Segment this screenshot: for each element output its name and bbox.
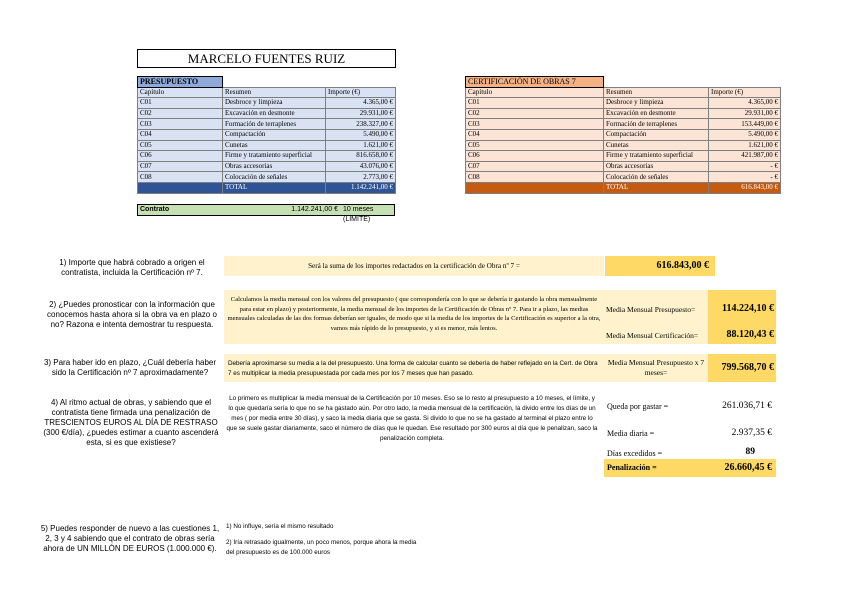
- question-5: 5) Puedes responder de nuevo a las cuestiones 1, 2, 3 y 4 sabiendo que el contrato de obras sería ahora de UN MILLÓN DE EUROS (1.000.000 €).: [40, 524, 220, 553]
- answer-1-value: 616.843,00 €: [605, 256, 715, 276]
- col-header-amount: Importe (€): [326, 87, 396, 98]
- chapter-cell: C01: [466, 98, 604, 109]
- budget-table-title: PRESUPUESTO: [138, 77, 223, 88]
- chapter-cell: C02: [138, 108, 223, 119]
- summary-cell: Cunetas: [223, 140, 326, 151]
- certification-table: [465, 76, 781, 194]
- col-header-amount: Importe (€): [709, 87, 781, 98]
- remaining-label: Queda por gastar =: [607, 402, 669, 411]
- question-1: 1) Importe que habrá cobrado a origen el contratista, incluida la Certificación nº 7.: [59, 258, 205, 277]
- amount-cell: 29.931,00 €: [326, 108, 396, 119]
- penalty-row: [604, 459, 776, 477]
- table-row: [138, 161, 396, 172]
- answer-3: Debería aproximarse su media a la del presupuesto. Una forma de calcular cuanto se debería de haber reflejado en la Cert. de Obra 7 es multiplicar la media presupuestada por cada mes por los 7 meses que han pasado.: [224, 354, 604, 382]
- amount-cell: 238.327,00 €: [326, 119, 396, 130]
- monthly-certification-value: 88.120,43 €: [726, 329, 774, 340]
- summary-cell: Compactación: [223, 129, 326, 140]
- chapter-cell: C08: [138, 172, 223, 183]
- summary-cell: Desbroce y limpieza: [223, 98, 326, 109]
- table-row: [466, 119, 781, 130]
- table-row: [138, 108, 396, 119]
- summary-cell: Cunetas: [604, 140, 709, 151]
- answer-2: Calculamos la media mensual con los valores del presupuesto ( que correspondería con lo que se debería ir gastando la obra mensualmente para estar en plazo) y posteriormente, la media mensual de los importes de la Certificación de Obras nº 7. Para ir a plazo, las medias mensuales calculadas de las dos formas deberían ser iguales, de modo que si la media de los importes de la Certificación es superior a la otra, vamos más rápido de lo presupuesto, y si es menor, más lentos.: [224, 290, 604, 344]
- table-row: [138, 98, 396, 109]
- summary-cell: Firme y tratamiento superficial: [604, 151, 709, 162]
- amount-cell: 2.773,00 €: [326, 172, 396, 183]
- amount-cell: 816.658,00 €: [326, 151, 396, 162]
- summary-cell: Colocación de señales: [604, 172, 709, 183]
- days-exceeded-value: 89: [745, 447, 755, 457]
- contract-deadline: 10 meses (LIMITE): [343, 206, 374, 223]
- summary-cell: Excavación en desmonte: [604, 108, 709, 119]
- chapter-cell: C04: [466, 129, 604, 140]
- amount-cell: 4.365,00 €: [326, 98, 396, 109]
- answer-1: Será la suma de los importes redactados en la certificación de Obra nº 7 =: [224, 256, 604, 276]
- chapter-cell: C05: [466, 140, 604, 151]
- summary-cell: Desbroce y limpieza: [604, 98, 709, 109]
- contract-row: [137, 204, 395, 223]
- summary-cell: Colocación de señales: [223, 172, 326, 183]
- chapter-cell: C08: [466, 172, 604, 183]
- table-row: [138, 119, 396, 130]
- certification-table-title: CERTIFICACIÓN DE OBRAS 7: [466, 77, 604, 88]
- amount-cell: 153.449,00 €: [709, 119, 781, 130]
- chapter-cell: C05: [138, 140, 223, 151]
- col-header-summary: Resumen: [223, 87, 326, 98]
- amount-cell: 29.931,00 €: [709, 108, 781, 119]
- chapter-cell: C07: [466, 161, 604, 172]
- remaining-value: 261.036,71 €: [722, 401, 772, 411]
- table-row: [466, 108, 781, 119]
- amount-cell: 421.987,00 €: [709, 151, 781, 162]
- table-row: [466, 140, 781, 151]
- chapter-cell: C06: [466, 151, 604, 162]
- monthly-certification-label: Media Mensual Certificación=: [606, 331, 699, 340]
- summary-cell: Compactación: [604, 129, 709, 140]
- summary-cell: Firme y tratamiento superficial: [223, 151, 326, 162]
- contract-label: Contrato: [140, 206, 170, 213]
- chapter-cell: C02: [466, 108, 604, 119]
- table-row: [138, 129, 396, 140]
- table-row: [466, 151, 781, 162]
- chapter-cell: C06: [138, 151, 223, 162]
- summary-cell: Formación de terraplenes: [223, 119, 326, 130]
- col-header-summary: Resumen: [604, 87, 709, 98]
- page-title: MARCELO FUENTES RUIZ: [137, 49, 396, 68]
- answer-3-label: Media Mensual Presupuesto x 7 meses=: [604, 354, 708, 382]
- daily-average-value: 2.937,35 €: [731, 428, 772, 438]
- table-row: [466, 172, 781, 183]
- penalty-label: Penalización =: [607, 463, 657, 472]
- daily-average-label: Media diaria =: [607, 429, 655, 438]
- budget-total-label: TOTAL: [223, 182, 326, 193]
- answer-2-labels: [604, 290, 708, 344]
- amount-cell: 1.621,00 €: [326, 140, 396, 151]
- amount-cell: - €: [709, 161, 781, 172]
- certification-total-value: 616.843,00 €: [709, 182, 781, 193]
- chapter-cell: C01: [138, 98, 223, 109]
- contract-value: 1.142.241,00 €: [291, 206, 338, 213]
- penalty-value: 26.660,45 €: [724, 462, 772, 473]
- chapter-cell: C03: [138, 119, 223, 130]
- amount-cell: 1.621,00 €: [709, 140, 781, 151]
- table-row: [466, 161, 781, 172]
- table-row: [138, 151, 396, 162]
- amount-cell: - €: [709, 172, 781, 183]
- chapter-cell: C07: [138, 161, 223, 172]
- question-2: 2) ¿Puedes pronosticar con la información que conocemos hasta ahora si la obra va en plazo o no? Razona e intenta demostrar tu respuesta.: [47, 300, 217, 329]
- answer-3-value: 799.568,70 €: [708, 354, 776, 382]
- certification-total-label: TOTAL: [604, 182, 709, 193]
- answer-5-2: 2) Iría retrasado igualmente, un poco menos, porque ahora la media del presupuesto es de 100.000 euros: [226, 539, 417, 556]
- summary-cell: Excavación en desmonte: [223, 108, 326, 119]
- answer-5-1: 1) No influye, sería el mismo resultado: [226, 523, 334, 530]
- answer-2-values: [708, 290, 776, 344]
- amount-cell: 4.365,00 €: [709, 98, 781, 109]
- summary-cell: Obras accesorias: [223, 161, 326, 172]
- chapter-cell: C03: [466, 119, 604, 130]
- answer-4: Lo primero es multiplicar la media mensual de la Certificación por 10 meses. Eso se lo resto al presupuesto a 10 meses, el límite, y lo que quedaría sería lo que no se ha gastado aún. Por otro lado, la media mensual de la certificación, la divido entre los días de un mes ( por media entre 30 días), y saco la media diaria que se gasta. Si divido lo que no se ha gastado al terminal el plazo entre lo que se suele gastar diariamente, saco el número de días que le quedan. Ese resultado por 300 euros al día que le penalizan, saco la penalización completa.: [226, 395, 598, 442]
- budget-total-value: 1.142.241,00 €: [326, 182, 396, 193]
- monthly-budget-label: Media Mensual Presupuesto=: [606, 305, 696, 314]
- chapter-cell: C04: [138, 129, 223, 140]
- monthly-budget-value: 114.224,10 €: [722, 303, 774, 314]
- table-row: [466, 129, 781, 140]
- summary-cell: Formación de terraplenes: [604, 119, 709, 130]
- amount-cell: 5.490,00 €: [326, 129, 396, 140]
- amount-cell: 5.490,00 €: [709, 129, 781, 140]
- summary-cell: Obras accesorias: [604, 161, 709, 172]
- col-header-chapter: Capítulo: [466, 87, 604, 98]
- question-4: 4) Al ritmo actual de obras, y sabiendo que el contratista tiene firmada una penalización de TRESCIENTOS EUROS AL DÍA DE RESTRASO (300 €/día), ¿puedes estimar a cuanto ascenderá esta, si es que existiese?: [43, 398, 219, 447]
- table-row: [138, 140, 396, 151]
- col-header-chapter: Capítulo: [138, 87, 223, 98]
- question-3: 3) Para haber ido en plazo, ¿Cuál debería haber sido la Certificación nº 7 aproximadamente?: [43, 358, 217, 377]
- amount-cell: 43.076,00 €: [326, 161, 396, 172]
- table-row: [138, 172, 396, 183]
- table-row: [466, 98, 781, 109]
- budget-table: [137, 76, 396, 194]
- days-exceeded-label: Días excedidos =: [607, 449, 663, 458]
